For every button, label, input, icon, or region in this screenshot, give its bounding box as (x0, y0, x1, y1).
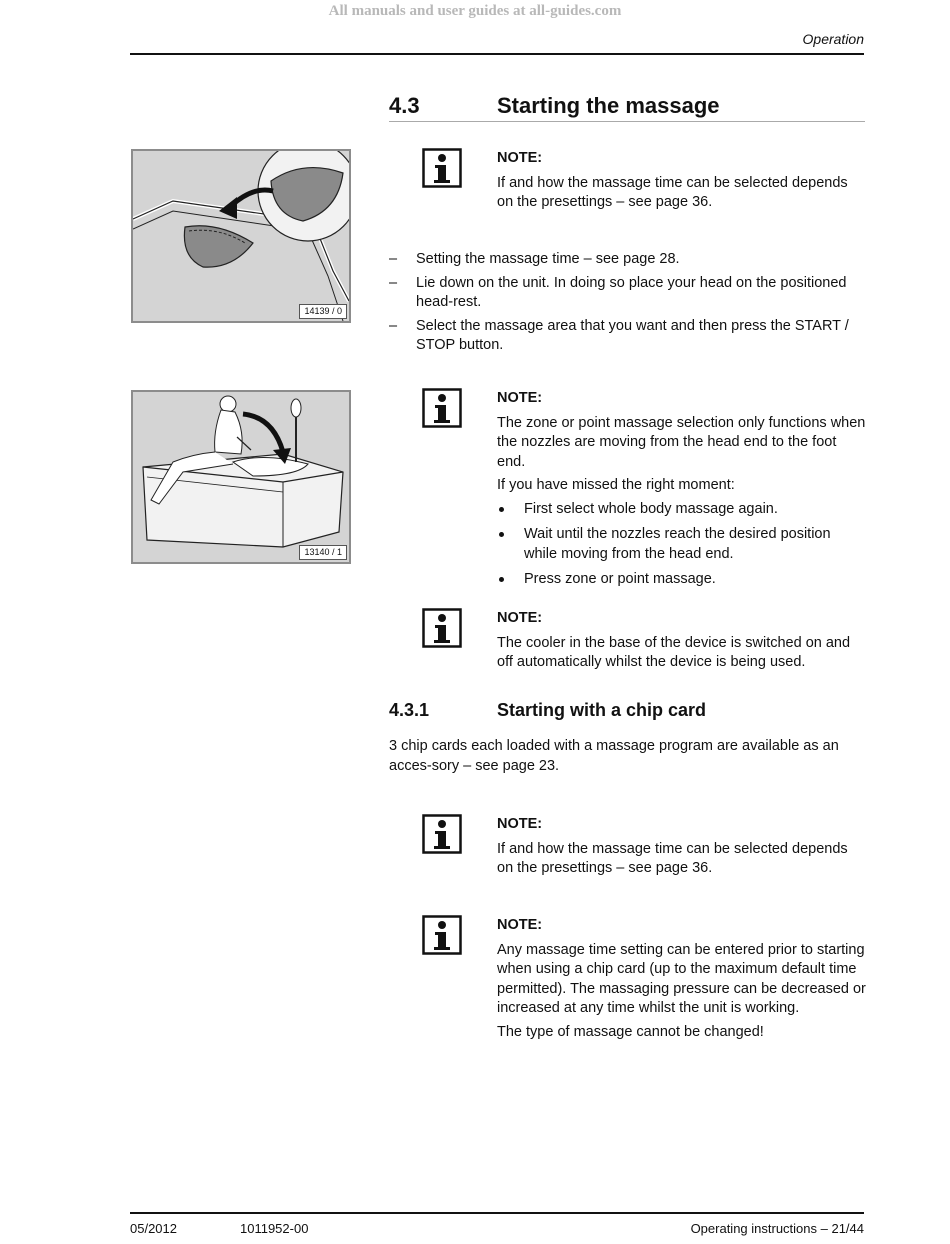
list-item (497, 525, 867, 564)
info-icon (422, 388, 462, 428)
bullet-dot (499, 507, 504, 512)
bullet-text: Press zone or point massage. (524, 571, 716, 587)
info-icon (422, 814, 462, 854)
headrest-illustration (133, 151, 349, 321)
list-item (497, 570, 867, 590)
figure-massage-bed (131, 390, 351, 564)
step-text: Lie down on the unit. In doing so place your head on the positioned head-rest. (416, 274, 847, 310)
header-rule (130, 53, 864, 55)
note-label: NOTE: (497, 390, 543, 406)
subsection-number: 4.3.1 (389, 700, 430, 720)
footer-page: Operating instructions – 21/44 (690, 1221, 864, 1236)
dash-mark: – (389, 274, 398, 291)
section-number: 4.3 (389, 93, 420, 118)
footer-rule (130, 1212, 864, 1214)
note-text: If you have missed the right moment: (497, 477, 735, 493)
step-text: Setting the massage time – see page 28. (416, 251, 680, 267)
footer-doc-number: 1011952-00 (240, 1221, 309, 1236)
list-item (389, 250, 865, 270)
note-5 (497, 916, 867, 1046)
note-label: NOTE: (497, 816, 543, 832)
note-2 (497, 389, 867, 596)
section-heading (389, 93, 865, 122)
bullet-dot (499, 532, 504, 537)
bullet-list (497, 500, 867, 590)
massage-bed-illustration (133, 392, 349, 562)
list-item (389, 274, 865, 313)
watermark: All manuals and user guides at all-guides.com (328, 3, 622, 19)
note-text: If and how the massage time can be selected depends on the presettings – see page 36. (497, 840, 848, 876)
note-4 (497, 815, 867, 883)
figure-label: 14139 / 0 (299, 304, 347, 319)
step-text: Select the massage area that you want and then press the START / STOP button. (416, 317, 849, 353)
note-3 (497, 609, 867, 677)
note-text: If and how the massage time can be selected depends on the presettings – see page 36. (497, 174, 848, 210)
info-icon (422, 148, 462, 188)
bullet-dot (499, 577, 504, 582)
bullet-text: Wait until the nozzles reach the desired position while moving from the head end. (524, 526, 831, 562)
info-icon (422, 915, 462, 955)
figure-label: 13140 / 1 (299, 545, 347, 560)
note-text: Any massage time setting can be entered prior to starting when using a chip card (up to the maximum default time permitted). The massaging pressure can be decreased or increased at any time whilst the unit is working. (497, 941, 866, 1016)
note-text: The type of massage cannot be changed! (497, 1023, 764, 1040)
bullet-text: First select whole body massage again. (524, 500, 778, 517)
info-icon (422, 608, 462, 648)
note-text: The zone or point massage selection only functions when the nozzles are moving from the head end to the foot end. (497, 414, 866, 470)
note-1 (497, 149, 867, 217)
dash-mark: – (389, 317, 398, 334)
step-list (389, 250, 865, 360)
footer-date: 05/2012 (130, 1221, 177, 1236)
running-head: Operation (802, 31, 864, 47)
figure-headrest (131, 149, 351, 323)
note-text: The cooler in the base of the device is switched on and off automatically whilst the device is being used. (497, 634, 851, 670)
note-label: NOTE: (497, 150, 543, 166)
note-label: NOTE: (497, 917, 543, 933)
note-label: NOTE: (497, 610, 543, 626)
section-title: Starting the massage (497, 93, 720, 118)
chip-card-paragraph: 3 chip cards each loaded with a massage program are available as an acces-sory – see page 23. (389, 738, 839, 774)
subsection-title: Starting with a chip card (497, 700, 707, 720)
dash-mark: – (389, 251, 398, 267)
list-item (389, 317, 865, 356)
list-item (497, 500, 867, 520)
